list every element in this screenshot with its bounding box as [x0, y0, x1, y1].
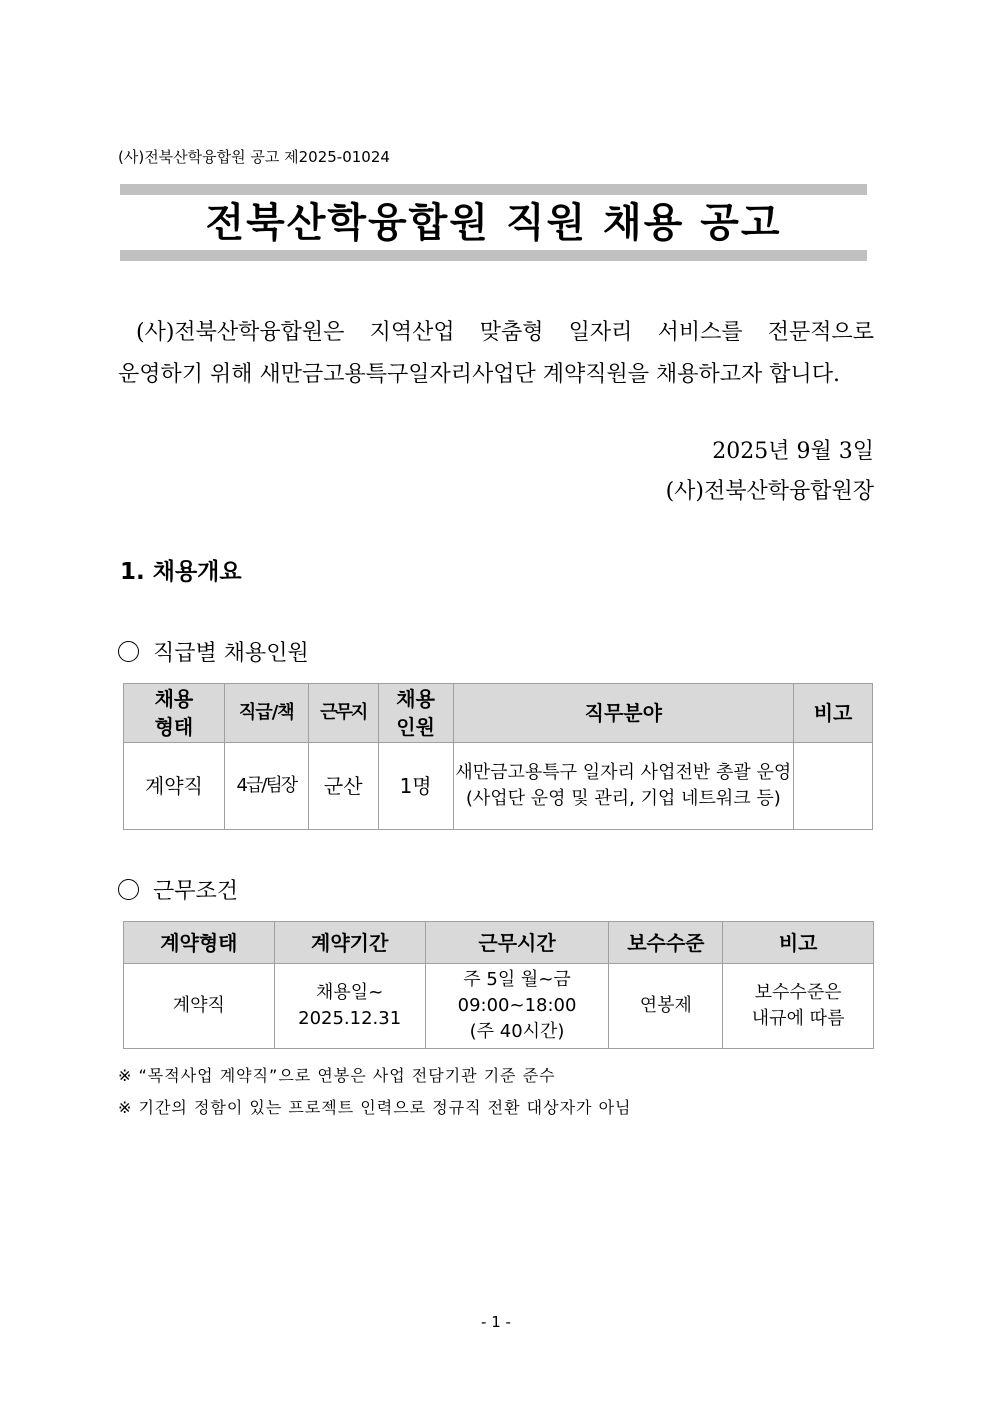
header-grade: 직급/책	[224, 684, 308, 743]
cell-grade: 4급/팀장	[224, 743, 308, 830]
cell-remarks: 보수수준은 내규에 따름	[723, 964, 874, 1049]
note-item: ※ “목적사업 계약직”으로 연봉은 사업 전담기관 기준 준수	[118, 1066, 556, 1085]
cell-type: 계약직	[124, 743, 225, 830]
circle-bullet-icon	[118, 879, 139, 900]
subsection-title: 직급별 채용인원	[153, 641, 309, 666]
header-location: 근무지	[308, 684, 378, 743]
notice-date: 2025년 9월 3일	[712, 439, 874, 464]
table-row	[124, 964, 874, 1049]
header-count: 채용 인원	[378, 684, 453, 743]
title-bar-top	[120, 184, 867, 195]
subsection-recruitment	[118, 636, 309, 667]
header-remarks: 비고	[794, 684, 873, 743]
section-title-overview: 1. 채용개요	[120, 559, 242, 585]
intro-paragraph	[118, 312, 874, 396]
subsection-title: 근무조건	[153, 879, 239, 904]
cell-contract-type: 계약직	[124, 964, 275, 1049]
table-header-row	[124, 922, 874, 964]
header-hours: 근무시간	[425, 922, 609, 964]
note-item: ※ 기간의 정함이 있는 프로젝트 인력으로 정규직 전환 대상자가 아님	[118, 1098, 632, 1117]
cell-hours: 주 5일 월~금 09:00~18:00 (주 40시간)	[425, 964, 609, 1049]
header-duty: 직무분야	[453, 684, 793, 743]
cell-period: 채용일~ 2025.12.31	[274, 964, 425, 1049]
recruitment-table	[123, 683, 873, 830]
cell-duty: 새만금고용특구 일자리 사업전반 총괄 운영 (사업단 운영 및 관리, 기업 네트워크 등)	[453, 743, 793, 830]
header-type: 채용 형태	[124, 684, 225, 743]
cell-count: 1명	[378, 743, 453, 830]
intro-line-2: 운영하기 위해 새만금고용특구일자리사업단 계약직원을 채용하고자 합니다.	[118, 362, 841, 387]
conditions-table	[123, 921, 874, 1049]
issuer: (사)전북산학융합원장	[665, 479, 874, 504]
table-header-row	[124, 684, 873, 743]
page-title: 전북산학융합원 직원 채용 공고	[205, 200, 782, 246]
table-row	[124, 743, 873, 830]
title-bar-bottom	[120, 250, 867, 261]
page-number: - 1 -	[481, 1313, 511, 1331]
cell-remarks	[794, 743, 873, 830]
header-remarks: 비고	[723, 922, 874, 964]
header-period: 계약기간	[274, 922, 425, 964]
signature-block	[666, 432, 874, 512]
header-salary: 보수수준	[609, 922, 723, 964]
cell-location: 군산	[308, 743, 378, 830]
intro-line-1: (사)전북산학융합원은 지역산업 맞춤형 일자리 서비스를 전문적으로	[136, 320, 874, 345]
header-contract-type: 계약형태	[124, 922, 275, 964]
circle-bullet-icon	[118, 641, 139, 662]
cell-salary: 연봉제	[609, 964, 723, 1049]
subsection-conditions	[118, 874, 238, 905]
notice-number: (사)전북산학융합원 공고 제2025-01024	[118, 148, 390, 166]
notes	[118, 1060, 632, 1124]
